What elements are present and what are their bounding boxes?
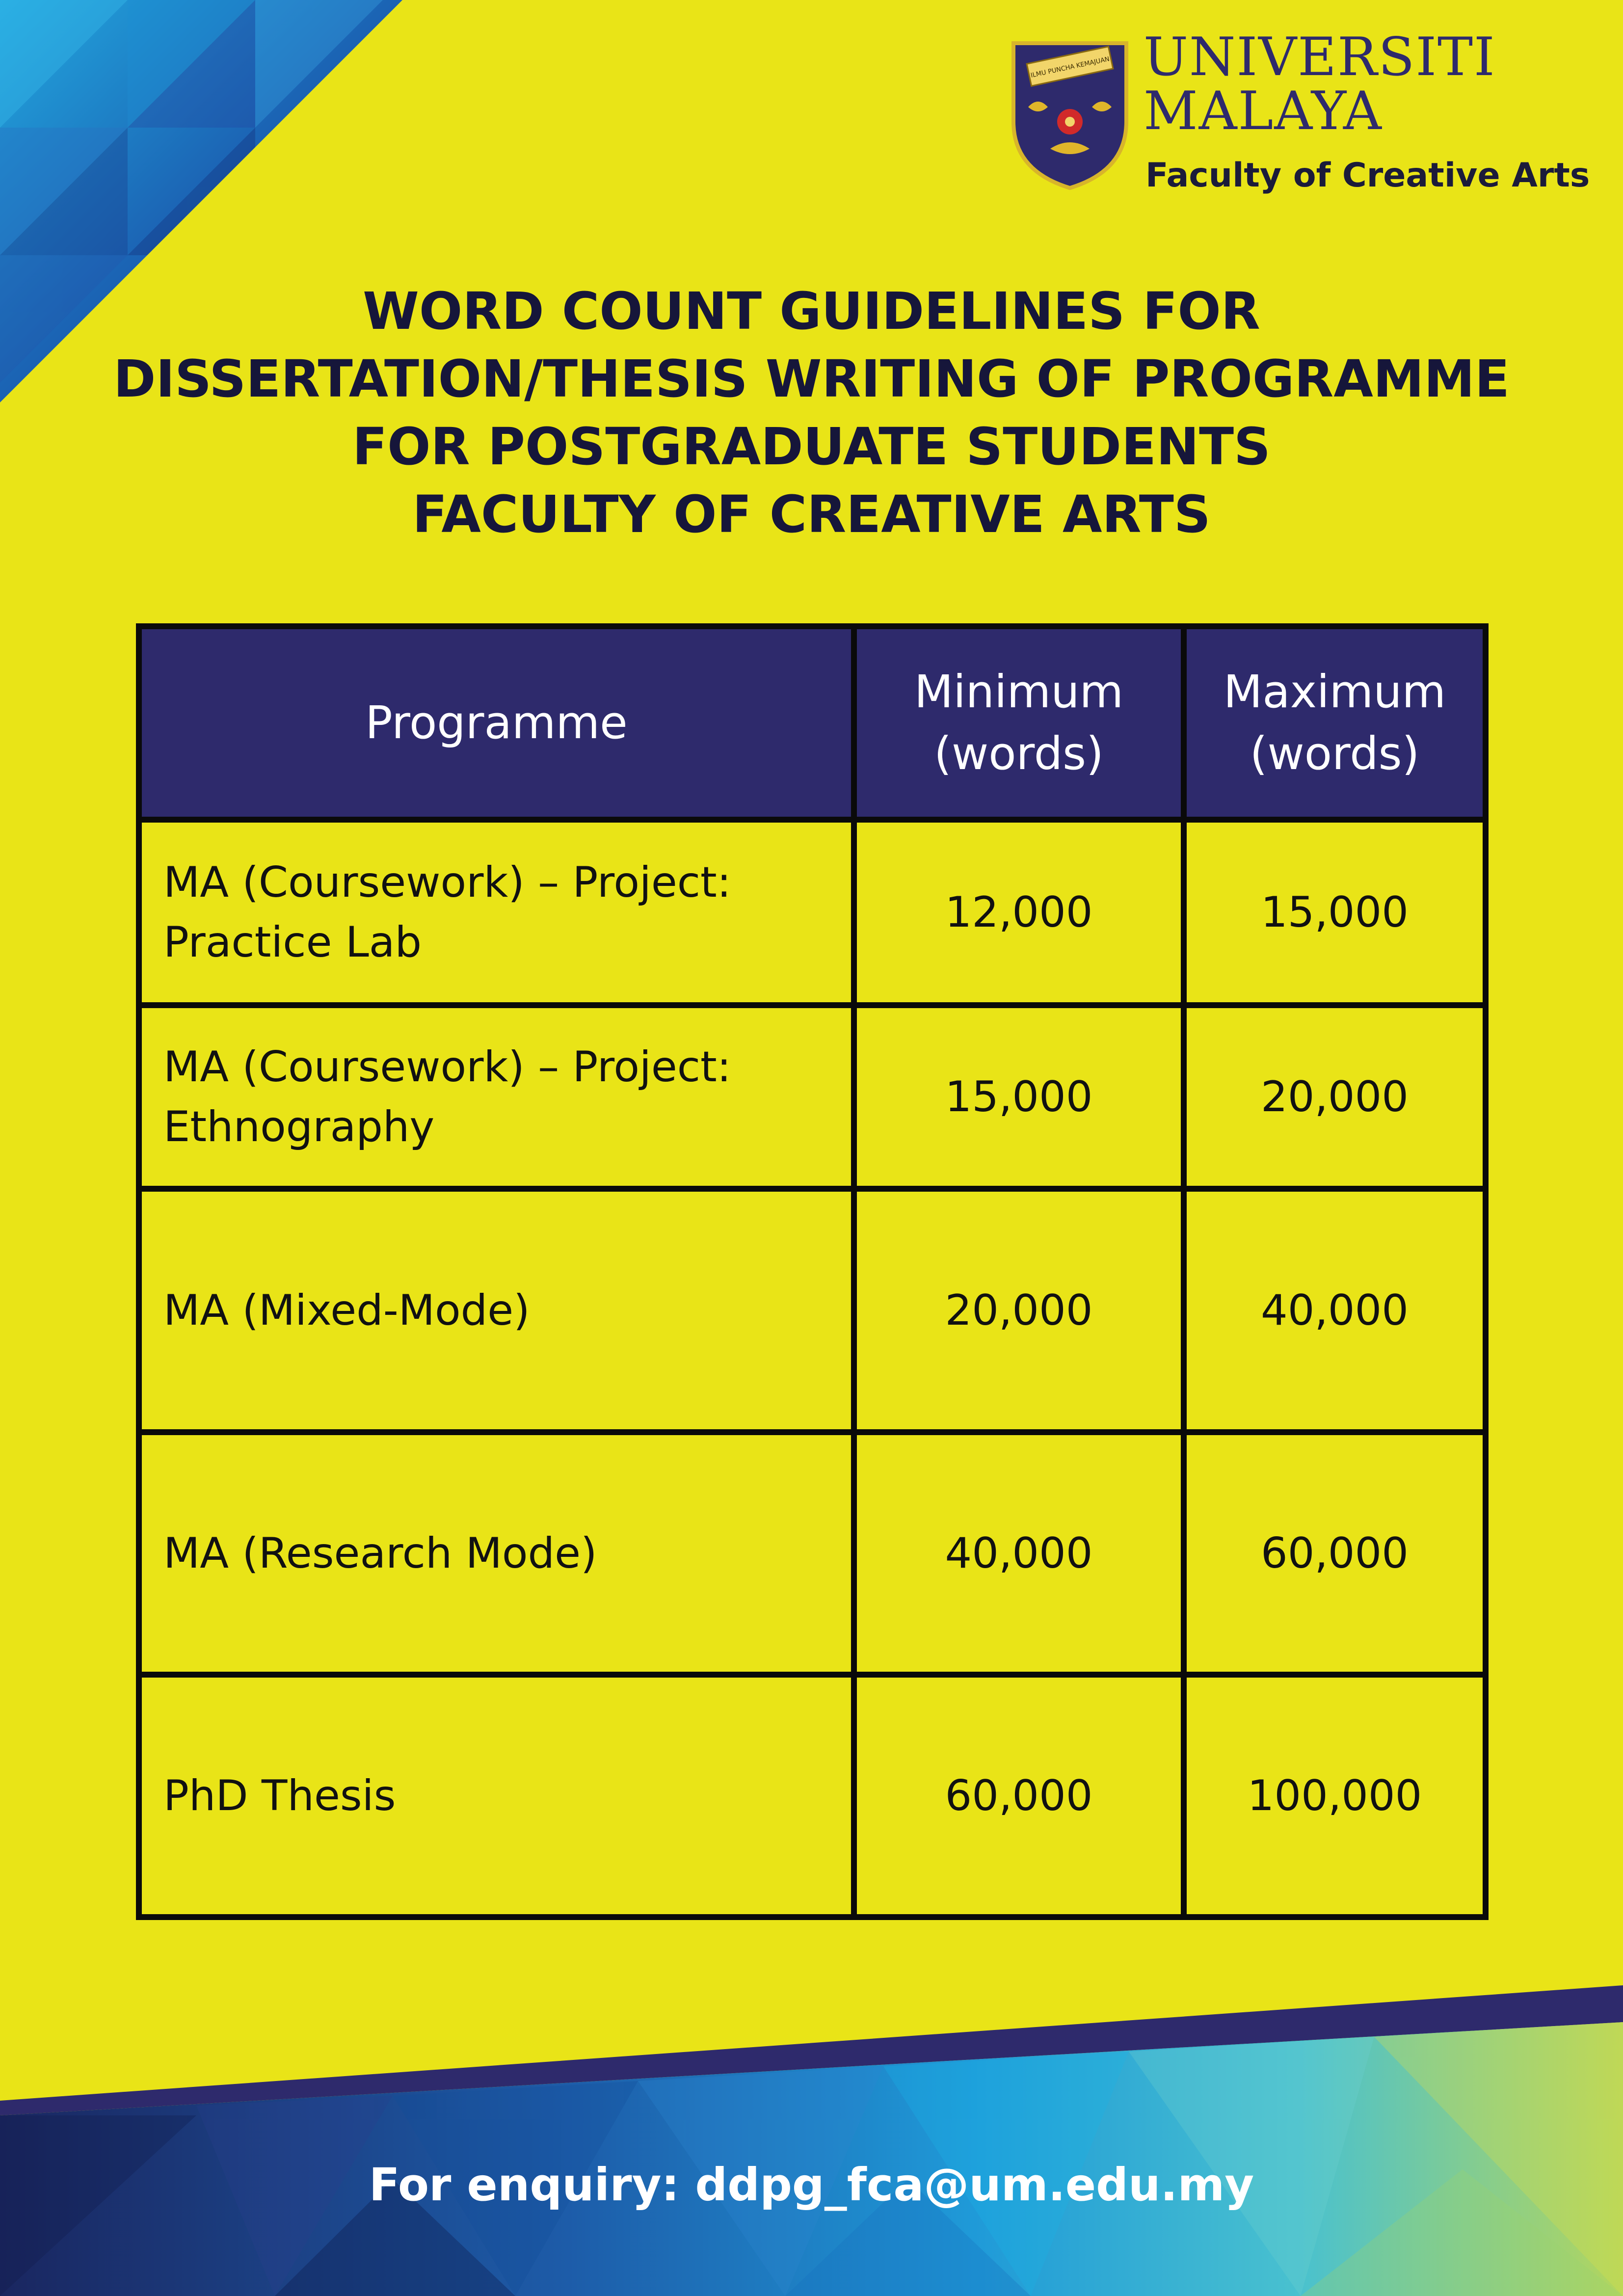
minimum-cell: 12,000 xyxy=(854,820,1184,1005)
title-line-4: FACULTY OF CREATIVE ARTS xyxy=(412,484,1211,544)
university-name-line2: MALAYA xyxy=(1144,80,1383,142)
header-maximum-line1: Maximum xyxy=(1223,666,1446,718)
title-line-2: DISSERTATION/THESIS WRITING OF PROGRAMME xyxy=(113,349,1510,409)
programme-cell xyxy=(139,1675,854,1917)
programme-line1: MA (Research Mode) xyxy=(163,1529,597,1578)
enquiry-contact: For enquiry: ddpg_fca@um.edu.my xyxy=(369,2159,1254,2211)
programme-line1: MA (Coursework) – Project: xyxy=(163,1042,731,1092)
programme-cell xyxy=(139,820,854,1005)
programme-line1: MA (Mixed-Mode) xyxy=(163,1286,530,1335)
header-minimum-line1: Minimum xyxy=(914,666,1124,718)
programme-line2: Ethnography xyxy=(163,1102,435,1151)
title-line-3: FOR POSTGRADUATE STUDENTS xyxy=(352,417,1271,477)
header-minimum xyxy=(854,626,1184,820)
programme-line2: Practice Lab xyxy=(163,918,422,967)
table-header-row xyxy=(139,626,1486,820)
programme-cell xyxy=(139,1005,854,1189)
maximum-cell: 40,000 xyxy=(1184,1189,1486,1432)
minimum-cell: 60,000 xyxy=(854,1675,1184,1917)
title-line-1: WORD COUNT GUIDELINES FOR xyxy=(363,281,1260,341)
minimum-cell: 15,000 xyxy=(854,1005,1184,1189)
programme-line1: PhD Thesis xyxy=(163,1771,396,1820)
header-maximum xyxy=(1184,626,1486,820)
programme-cell xyxy=(139,1432,854,1675)
minimum-cell: 40,000 xyxy=(854,1432,1184,1675)
table-row xyxy=(139,1432,1486,1675)
university-crest-logo xyxy=(1009,38,1131,190)
header-maximum-line2: (words) xyxy=(1250,727,1420,780)
maximum-cell: 15,000 xyxy=(1184,820,1486,1005)
programme-line1: MA (Coursework) – Project: xyxy=(163,858,731,907)
maximum-cell: 100,000 xyxy=(1184,1675,1486,1917)
university-name xyxy=(1144,27,1496,142)
maximum-cell: 20,000 xyxy=(1184,1005,1486,1189)
faculty-name: Faculty of Creative Arts xyxy=(1145,156,1590,195)
maximum-cell: 60,000 xyxy=(1184,1432,1486,1675)
word-count-table xyxy=(136,623,1489,1920)
table-row xyxy=(139,820,1486,1005)
page-title xyxy=(0,277,1623,548)
header-minimum-line2: (words) xyxy=(934,727,1104,780)
table-row xyxy=(139,1189,1486,1432)
programme-cell xyxy=(139,1189,854,1432)
header-programme xyxy=(139,626,854,820)
header-programme-label: Programme xyxy=(365,696,628,749)
university-name-line1: UNIVERSITI xyxy=(1144,27,1496,88)
table-row xyxy=(139,1675,1486,1917)
crest-motto: ILMU PUNCHA KEMAJUAN xyxy=(1030,55,1111,80)
minimum-cell: 20,000 xyxy=(854,1189,1184,1432)
table-row xyxy=(139,1005,1486,1189)
